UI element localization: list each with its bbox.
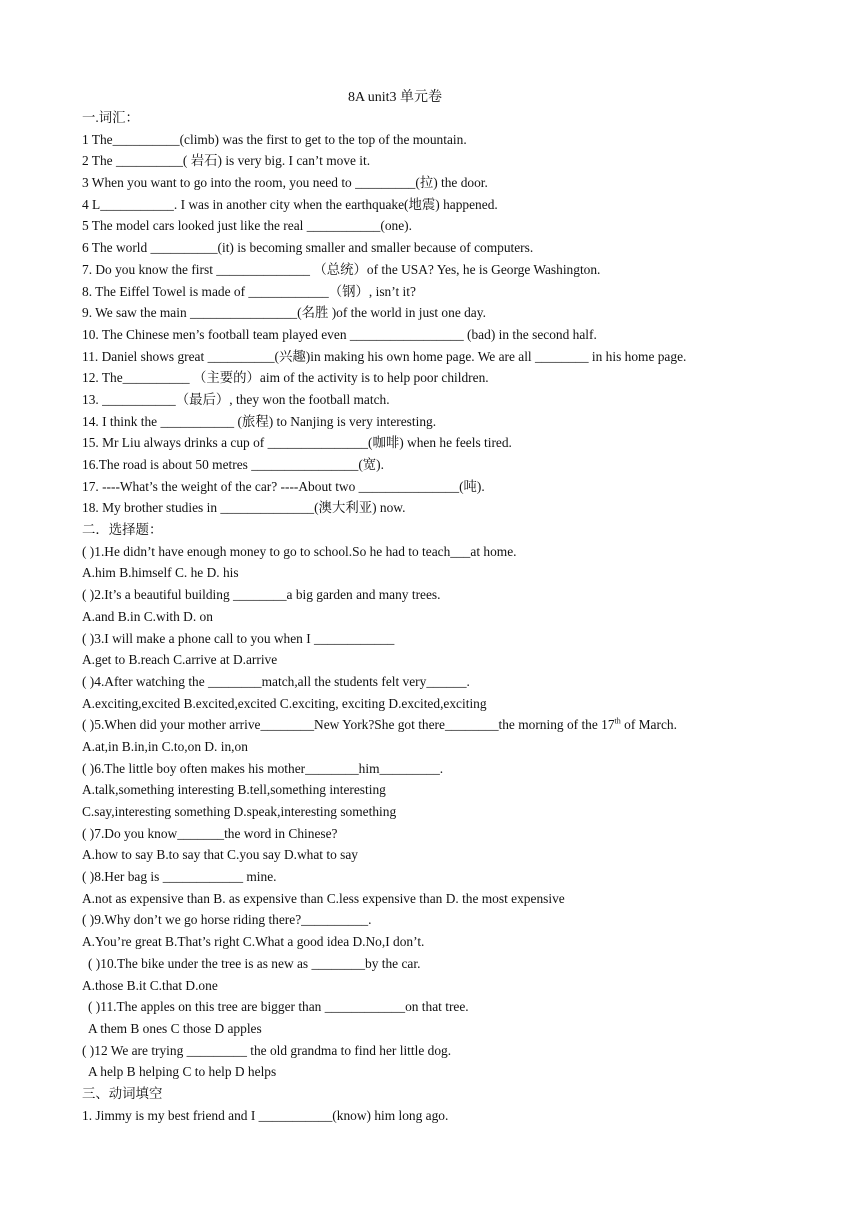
choice-options: A.how to say B.to say that C.you say D.what to say [82, 847, 358, 863]
vocab-item: 16.The road is about 50 metres ________________(宽). [82, 457, 384, 472]
ordinal-suffix: th [614, 716, 621, 726]
choice-question: ( )1.He didn’t have enough money to go to school.So he had to teach___at home. [82, 543, 517, 559]
page-title: 8A unit3 单元卷 [347, 90, 443, 105]
vocab-item: 7. Do you know the first ______________ （总统）of the USA? Yes, he is George Washington. [82, 261, 601, 277]
choice-options: A.and B.in C.with D. on [82, 608, 213, 624]
choice-question: ( )10.The bike under the tree is as new as ________by the car. [88, 955, 421, 971]
vocab-item: 4 L___________. I was in another city when the earthquake(地震) happened. [82, 196, 498, 212]
choice-options: A.him B.himself C. he D. his [82, 565, 239, 581]
section-heading-verb: 三、动词填空 [82, 1085, 163, 1101]
vocab-item: 14. I think the ___________ (旅程) to Nanjing is very interesting. [82, 413, 437, 429]
vocab-item: 18. My brother studies in ______________(澳大利亚) now. [82, 500, 406, 516]
choice-question: ( )8.Her bag is ____________ mine. [82, 869, 277, 885]
choice-options: A.get to B.reach C.arrive at D.arrive [82, 652, 278, 668]
choice-question: ( )6.The little boy often makes his mother________him_________. [82, 760, 444, 776]
choice-question: ( )12 We are trying _________ the old grandma to find her little dog. [82, 1042, 452, 1058]
choice-question: ( )3.I will make a phone call to you when I ____________ [82, 630, 395, 646]
choice-options: A.not as expensive than B. as expensive than C.less expensive than D. the most expensive [82, 890, 565, 906]
vocab-item: 9. We saw the main ________________(名胜 )of the world in just one day. [82, 305, 486, 321]
verb-item: 1. Jimmy is my best friend and I ___________(know) him long ago. [82, 1107, 449, 1123]
vocab-item: 15. Mr Liu always drinks a cup of _______________(咖啡) when he feels tired. [82, 435, 512, 451]
vocab-item: 13. ___________（最后）, they won the football match. [82, 391, 390, 407]
choice-options: A them B ones C those D apples [88, 1020, 262, 1036]
choice-question: ( )2.It’s a beautiful building ________a big garden and many trees. [82, 587, 441, 603]
verb-list [82, 1105, 842, 1127]
vocab-item: 11. Daniel shows great __________(兴趣)in making his own home page. We are all ________ in his home page. [82, 348, 687, 364]
exam-content [82, 107, 842, 1126]
choice-options: A.at,in B.in,in C.to,on D. in,on [82, 738, 248, 754]
choice-options: A.exciting,excited B.excited,excited C.exciting, exciting D.excited,exciting [82, 695, 487, 711]
choice-options: A help B helping C to help D helps [88, 1064, 277, 1080]
section-heading-choice: 二．选择题： [82, 522, 163, 538]
vocab-item: 5 The model cars looked just like the real ___________(one). [82, 218, 412, 234]
choice-question [82, 714, 842, 736]
vocab-item: 3 When you want to go into the room, you need to _________(拉) the door. [82, 175, 488, 191]
choice-options: A.talk,something interesting B.tell,something interesting [82, 782, 386, 798]
vocab-item: 8. The Eiffel Towel is made of ____________（钢）, isn’t it? [82, 283, 416, 299]
vocab-item: 17. ----What’s the weight of the car? ----About two _______________(吨). [82, 478, 485, 494]
vocab-item: 12. The__________ （主要的）aim of the activity is to help poor children. [82, 370, 489, 386]
choice-question: ( )7.Do you know_______the word in Chinese? [82, 825, 338, 841]
choice-options: A.You’re great B.That’s right C.What a good idea D.No,I don’t. [82, 934, 425, 950]
choice-question: ( )4.After watching the ________match,all the students felt very______. [82, 673, 470, 689]
vocab-item: 6 The world __________(it) is becoming smaller and smaller because of computers. [82, 240, 534, 256]
choice-options: A.those B.it C.that D.one [82, 977, 218, 993]
vocab-item: 2 The __________( 岩石) is very big. I can’t move it. [82, 153, 371, 169]
choice-question-text-end: of March. [620, 717, 677, 733]
choice-question: ( )9.Why don’t we go horse riding there?__________. [82, 912, 372, 928]
choice-list [82, 541, 842, 1083]
choice-options: C.say,interesting something D.speak,interesting something [82, 804, 397, 819]
vocab-item: 10. The Chinese men’s football team played even _________________ (bad) in the second half. [82, 326, 597, 342]
section-heading-vocab: 一.词汇： [82, 110, 139, 125]
choice-question: ( )11.The apples on this tree are bigger than ____________on that tree. [88, 999, 469, 1015]
vocab-item: 1 The__________(climb) was the first to get to the top of the mountain. [82, 131, 467, 147]
vocab-list [82, 129, 842, 519]
choice-question-text: ( )5.When did your mother arrive________New York?She got there________the morning of the 17 [82, 717, 615, 733]
